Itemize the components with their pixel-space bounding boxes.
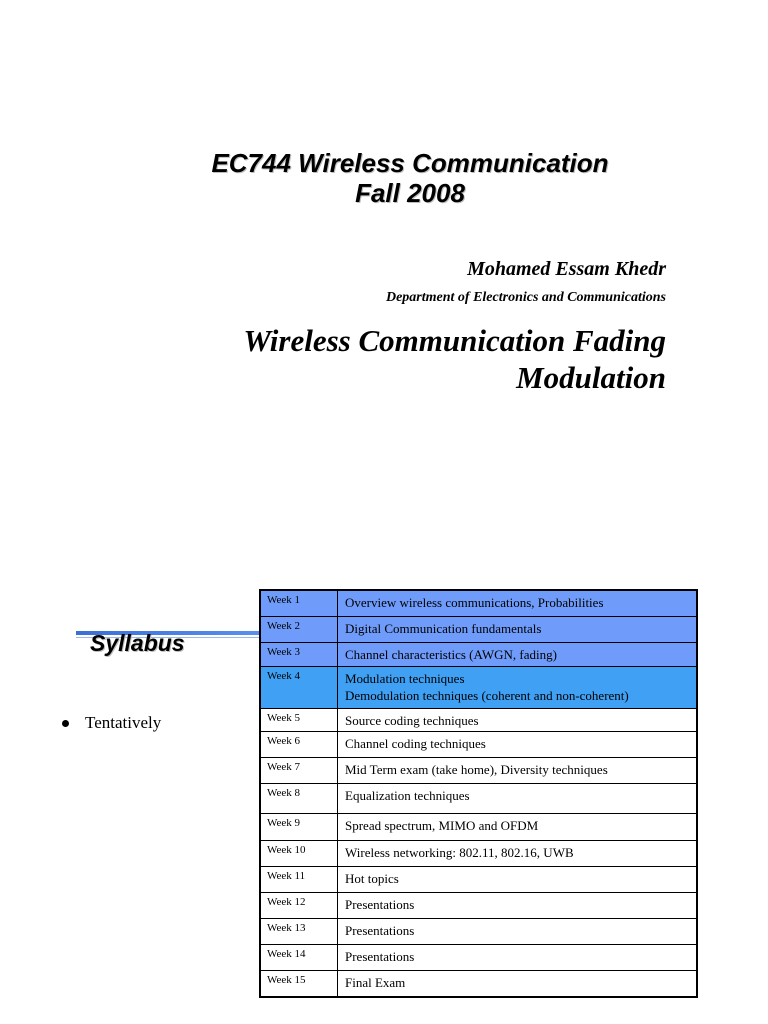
topic-cell bbox=[338, 643, 698, 667]
main-title-line1: Wireless Communication Fading bbox=[243, 323, 666, 358]
author-name: Mohamed Essam Khedr bbox=[467, 258, 666, 280]
week-cell: Week 1 bbox=[260, 590, 338, 617]
topic-text: Final Exam bbox=[345, 975, 406, 990]
week-cell: Week 15 bbox=[260, 971, 338, 998]
week-cell: Week 13 bbox=[260, 919, 338, 945]
topic-cell bbox=[338, 971, 698, 998]
topic-text: Channel coding techniques bbox=[345, 736, 486, 751]
topic-text: Presentations bbox=[345, 897, 415, 912]
topic-cell bbox=[338, 814, 698, 841]
course-title-line2: Fall 2008 bbox=[355, 178, 465, 208]
course-title-line1: EC744 Wireless Communication bbox=[211, 148, 609, 178]
topic-text: Wireless networking: 802.11, 802.16, UWB bbox=[345, 845, 574, 860]
table-row bbox=[260, 919, 697, 945]
main-title-line2: Modulation bbox=[516, 360, 666, 395]
topic-cell bbox=[338, 758, 698, 784]
topic-cell bbox=[338, 945, 698, 971]
topic-text: Mid Term exam (take home), Diversity techniques bbox=[345, 762, 608, 777]
topic-text: Modulation techniques bbox=[345, 671, 465, 686]
topic-cell bbox=[338, 590, 698, 617]
syllabus-table bbox=[259, 589, 698, 998]
table-row bbox=[260, 667, 697, 709]
table-row bbox=[260, 841, 697, 867]
topic-text: Channel characteristics (AWGN, fading) bbox=[345, 647, 557, 662]
topic-cell bbox=[338, 667, 698, 709]
table-row bbox=[260, 732, 697, 758]
week-cell: Week 11 bbox=[260, 867, 338, 893]
table-row bbox=[260, 709, 697, 732]
main-title bbox=[146, 322, 666, 396]
week-cell: Week 14 bbox=[260, 945, 338, 971]
topic-text: Demodulation techniques (coherent and non-coherent) bbox=[345, 688, 629, 703]
topic-text: Overview wireless communications, Probabilities bbox=[345, 595, 604, 610]
table-row bbox=[260, 893, 697, 919]
week-cell: Week 8 bbox=[260, 784, 338, 814]
topic-cell bbox=[338, 732, 698, 758]
bullet-dot-icon bbox=[62, 720, 69, 727]
table-row bbox=[260, 814, 697, 841]
topic-text: Source coding techniques bbox=[345, 713, 479, 728]
table-row bbox=[260, 590, 697, 617]
week-cell: Week 5 bbox=[260, 709, 338, 732]
department-name: Department of Electronics and Communications bbox=[385, 290, 666, 305]
table-row bbox=[260, 971, 697, 998]
topic-cell bbox=[338, 867, 698, 893]
week-cell: Week 3 bbox=[260, 643, 338, 667]
table-row bbox=[260, 945, 697, 971]
topic-cell bbox=[338, 709, 698, 732]
bullet-item bbox=[62, 713, 161, 733]
topic-text: Presentations bbox=[345, 949, 415, 964]
topic-text: Equalization techniques bbox=[345, 788, 470, 803]
week-cell: Week 7 bbox=[260, 758, 338, 784]
week-cell: Week 12 bbox=[260, 893, 338, 919]
week-cell: Week 9 bbox=[260, 814, 338, 841]
course-title bbox=[150, 148, 670, 208]
week-cell: Week 4 bbox=[260, 667, 338, 709]
week-cell: Week 2 bbox=[260, 617, 338, 643]
topic-cell bbox=[338, 617, 698, 643]
topic-cell bbox=[338, 841, 698, 867]
table-row bbox=[260, 867, 697, 893]
topic-text: Spread spectrum, MIMO and OFDM bbox=[345, 818, 539, 833]
table-row bbox=[260, 617, 697, 643]
topic-text: Hot topics bbox=[345, 871, 399, 886]
topic-cell bbox=[338, 919, 698, 945]
table-row bbox=[260, 758, 697, 784]
week-cell: Week 6 bbox=[260, 732, 338, 758]
table-row bbox=[260, 643, 697, 667]
table-row bbox=[260, 784, 697, 814]
topic-cell bbox=[338, 893, 698, 919]
topic-text: Digital Communication fundamentals bbox=[345, 621, 542, 636]
topic-cell bbox=[338, 784, 698, 814]
topic-text: Presentations bbox=[345, 923, 415, 938]
syllabus-heading: Syllabus bbox=[90, 630, 185, 656]
bullet-text: Tentatively bbox=[85, 713, 162, 732]
week-cell: Week 10 bbox=[260, 841, 338, 867]
